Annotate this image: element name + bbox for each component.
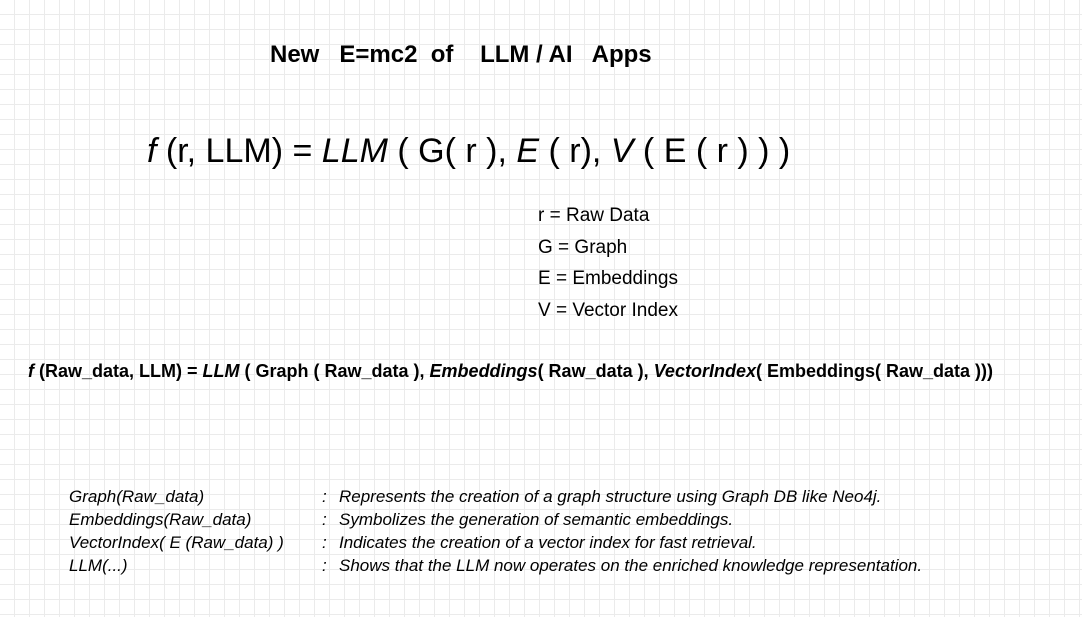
expanded-part-2: ( Raw_data ), (537, 361, 654, 381)
expanded-part-3: ( Embeddings( Raw_data ))) (755, 361, 993, 381)
expanded-args: (Raw_data, LLM) = (34, 361, 203, 381)
note-description: Shows that the LLM now operates on the enriched knowledge representation. (339, 556, 923, 575)
formula-llm: LLM (321, 132, 388, 170)
expanded-vector-index: VectorIndex (653, 361, 756, 381)
formula-args: (r, LLM) = (156, 132, 322, 170)
formula-e: E (516, 132, 540, 170)
formula-part-1: ( G( r ), (387, 132, 517, 170)
expanded-embeddings: Embeddings (429, 361, 538, 381)
legend-item-g: G = Graph (538, 236, 628, 258)
expanded-llm: LLM (202, 361, 240, 381)
expanded-f: f (28, 361, 34, 381)
legend-item-v: V = Vector Index (538, 299, 678, 321)
note-term: VectorIndex( E (Raw_data) ) (69, 533, 284, 552)
note-separator: : (322, 556, 327, 575)
note-separator: : (322, 487, 327, 506)
note-term: Embeddings(Raw_data) (69, 510, 252, 529)
note-separator: : (322, 533, 327, 552)
note-term: LLM(...) (69, 556, 128, 575)
symbol-legend (538, 200, 678, 326)
note-description: Symbolizes the generation of semantic embeddings. (339, 510, 734, 529)
expanded-part-1: ( Graph ( Raw_data ), (239, 361, 430, 381)
formula-part-2: ( r), (539, 132, 611, 170)
note-description: Indicates the creation of a vector index for fast retrieval. (339, 533, 757, 552)
main-formula (147, 132, 790, 171)
note-term: Graph(Raw_data) (69, 487, 205, 506)
note-description: Represents the creation of a graph structure using Graph DB like Neo4j. (339, 487, 882, 506)
expanded-formula (28, 361, 993, 382)
legend-item-e: E = Embeddings (538, 268, 678, 289)
legend-item-r: r = Raw Data (538, 205, 650, 226)
formula-f: f (147, 132, 157, 170)
note-separator: : (322, 510, 327, 529)
formula-v: V (610, 132, 634, 170)
formula-part-3: ( E ( r ) ) ) (633, 132, 791, 170)
page-title: New E=mc2 of LLM / AI Apps (270, 41, 652, 68)
